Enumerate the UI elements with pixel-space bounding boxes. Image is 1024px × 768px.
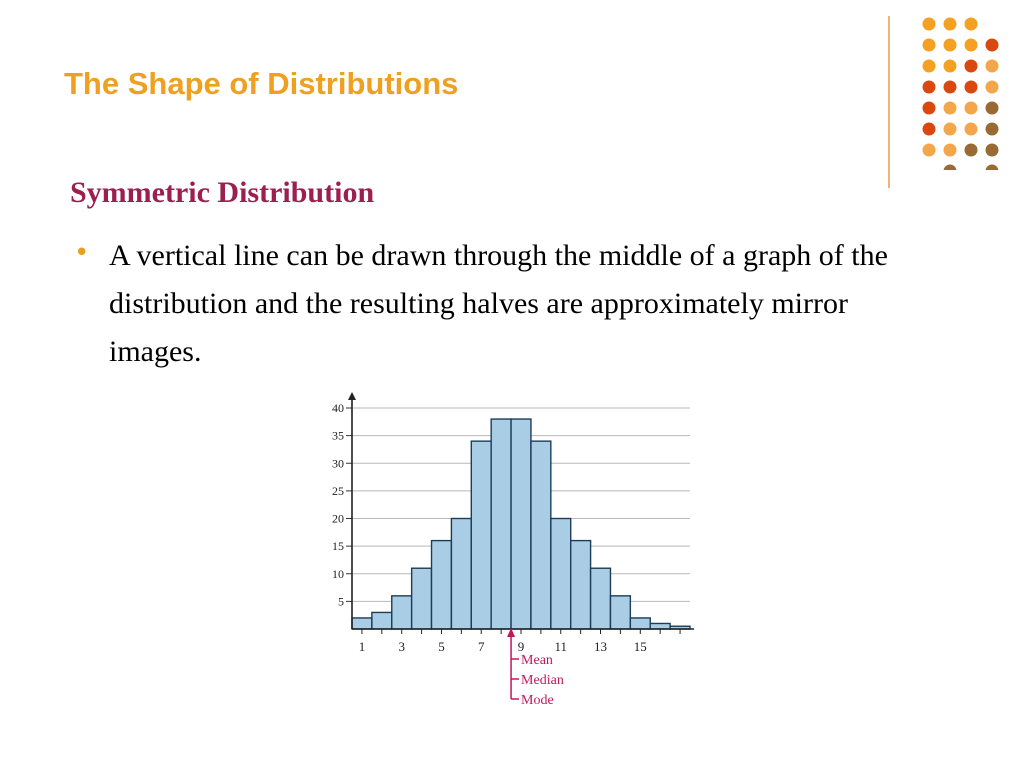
x-tick-label: 13: [594, 639, 608, 654]
decorative-dot: [944, 60, 957, 73]
decorative-dot: [965, 123, 978, 136]
y-tick-label: 20: [332, 511, 344, 526]
decorative-dot: [965, 81, 978, 94]
histogram-bar: [372, 612, 392, 629]
histogram-bar: [531, 441, 551, 629]
histogram-bar: [650, 623, 670, 629]
x-tick-label: 5: [438, 639, 445, 654]
x-tick-label: 15: [633, 639, 647, 654]
decorative-dot: [986, 165, 999, 171]
annotation-label: Mode: [521, 693, 554, 708]
annotation-label: Median: [521, 673, 564, 688]
x-tick-label: 7: [477, 639, 485, 654]
decorative-dot: [965, 144, 978, 157]
histogram-bar: [471, 441, 491, 629]
decorative-dot: [965, 60, 978, 73]
decorative-dot: [923, 81, 936, 94]
y-tick-label: 40: [332, 401, 344, 415]
histogram-bar: [432, 541, 452, 629]
decorative-dot: [965, 39, 978, 52]
decorative-dot: [965, 102, 978, 115]
decorative-dot: [944, 18, 957, 31]
annotation-label: Mean: [521, 653, 553, 668]
x-tick-label: 9: [517, 639, 525, 654]
histogram-bar: [412, 568, 432, 629]
y-tick-label: 15: [332, 539, 344, 554]
decorative-dot: [944, 39, 957, 52]
decorative-dot: [923, 39, 936, 52]
decorative-dot: [923, 102, 936, 115]
decorative-dot: [923, 60, 936, 73]
histogram-bar: [392, 596, 412, 629]
decorative-dot: [986, 60, 999, 73]
bullet-marker: •: [74, 238, 90, 268]
decorative-divider-line: [888, 16, 890, 188]
histogram-bar: [610, 596, 630, 629]
decorative-dot: [923, 18, 936, 31]
y-tick-label: 30: [332, 456, 344, 471]
y-tick-label: 10: [332, 566, 344, 581]
decorative-dot: [923, 123, 936, 136]
decorative-dot: [986, 102, 999, 115]
decorative-dot: [944, 123, 957, 136]
histogram-bar: [491, 419, 511, 629]
decorative-dot: [986, 144, 999, 157]
y-axis-arrow: [348, 392, 356, 400]
histogram-bar: [352, 618, 372, 629]
slide-title: The Shape of Distributions: [64, 66, 459, 101]
y-tick-label: 35: [332, 428, 344, 443]
decorative-dot: [986, 81, 999, 94]
decorative-dot: [944, 102, 957, 115]
histogram-bar: [511, 419, 531, 629]
histogram-bar: [591, 568, 611, 629]
decorative-dot: [986, 39, 999, 52]
decorative-dot: [944, 144, 957, 157]
histogram-figure: [300, 388, 700, 713]
y-tick-label: 5: [338, 594, 344, 609]
decorative-dot: [944, 81, 957, 94]
decorative-dot: [986, 123, 999, 136]
histogram-bar: [551, 519, 571, 630]
decorative-dot: [965, 18, 978, 31]
histogram-bar: [451, 519, 471, 630]
decorative-dot: [944, 165, 957, 171]
decorative-dot-grid: [900, 10, 1010, 170]
y-tick-label: 25: [332, 483, 344, 498]
x-tick-label: 1: [358, 639, 366, 654]
x-tick-label: 11: [554, 639, 568, 654]
histogram-bar: [630, 618, 650, 629]
section-heading: Symmetric Distribution: [70, 176, 375, 209]
decorative-dot: [923, 144, 936, 157]
histogram-bar: [571, 541, 591, 629]
histogram-chart: [300, 388, 700, 713]
bullet-text: A vertical line can be drawn through the middle of a graph of the distribution and the resulting halves are approximately mirror images.: [109, 239, 888, 368]
x-tick-label: 3: [398, 639, 405, 654]
